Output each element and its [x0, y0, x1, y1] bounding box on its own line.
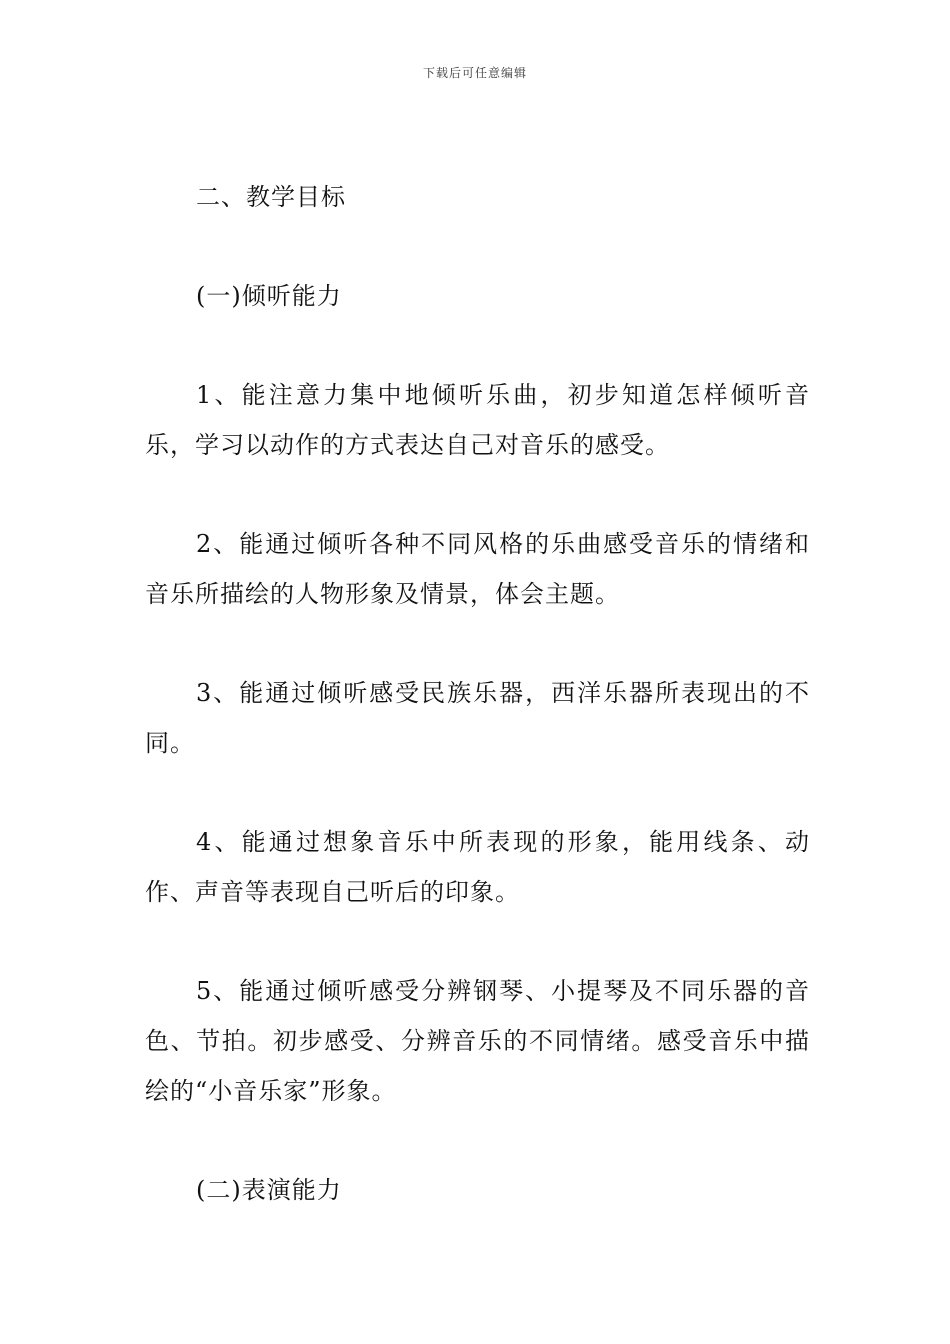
header-note: 下载后可任意编辑 [422, 66, 527, 80]
document-body [145, 172, 810, 1264]
list-item: 3、能通过倾听感受民族乐器，西洋乐器所表现出的不同。 [145, 679, 810, 757]
subsection-title-performance: (二)表演能力 [196, 1176, 342, 1204]
subsection-title-listening: (一)倾听能力 [196, 282, 342, 310]
list-item: 4、能通过想象音乐中所表现的形象，能用线条、动作、声音等表现自己听后的印象。 [145, 828, 810, 906]
section-title: 二、教学目标 [196, 183, 346, 211]
list-item: 5、能通过倾听感受分辨钢琴、小提琴及不同乐器的音色、节拍。初步感受、分辨音乐的不同情绪。感受音乐中描绘的“小音乐家”形象。 [145, 977, 810, 1105]
list-item: 2、能通过倾听各种不同风格的乐曲感受音乐的情绪和音乐所描绘的人物形象及情景，体会主题。 [145, 530, 810, 608]
list-item: 1、能注意力集中地倾听乐曲，初步知道怎样倾听音乐，学习以动作的方式表达自己对音乐的感受。 [145, 381, 810, 459]
